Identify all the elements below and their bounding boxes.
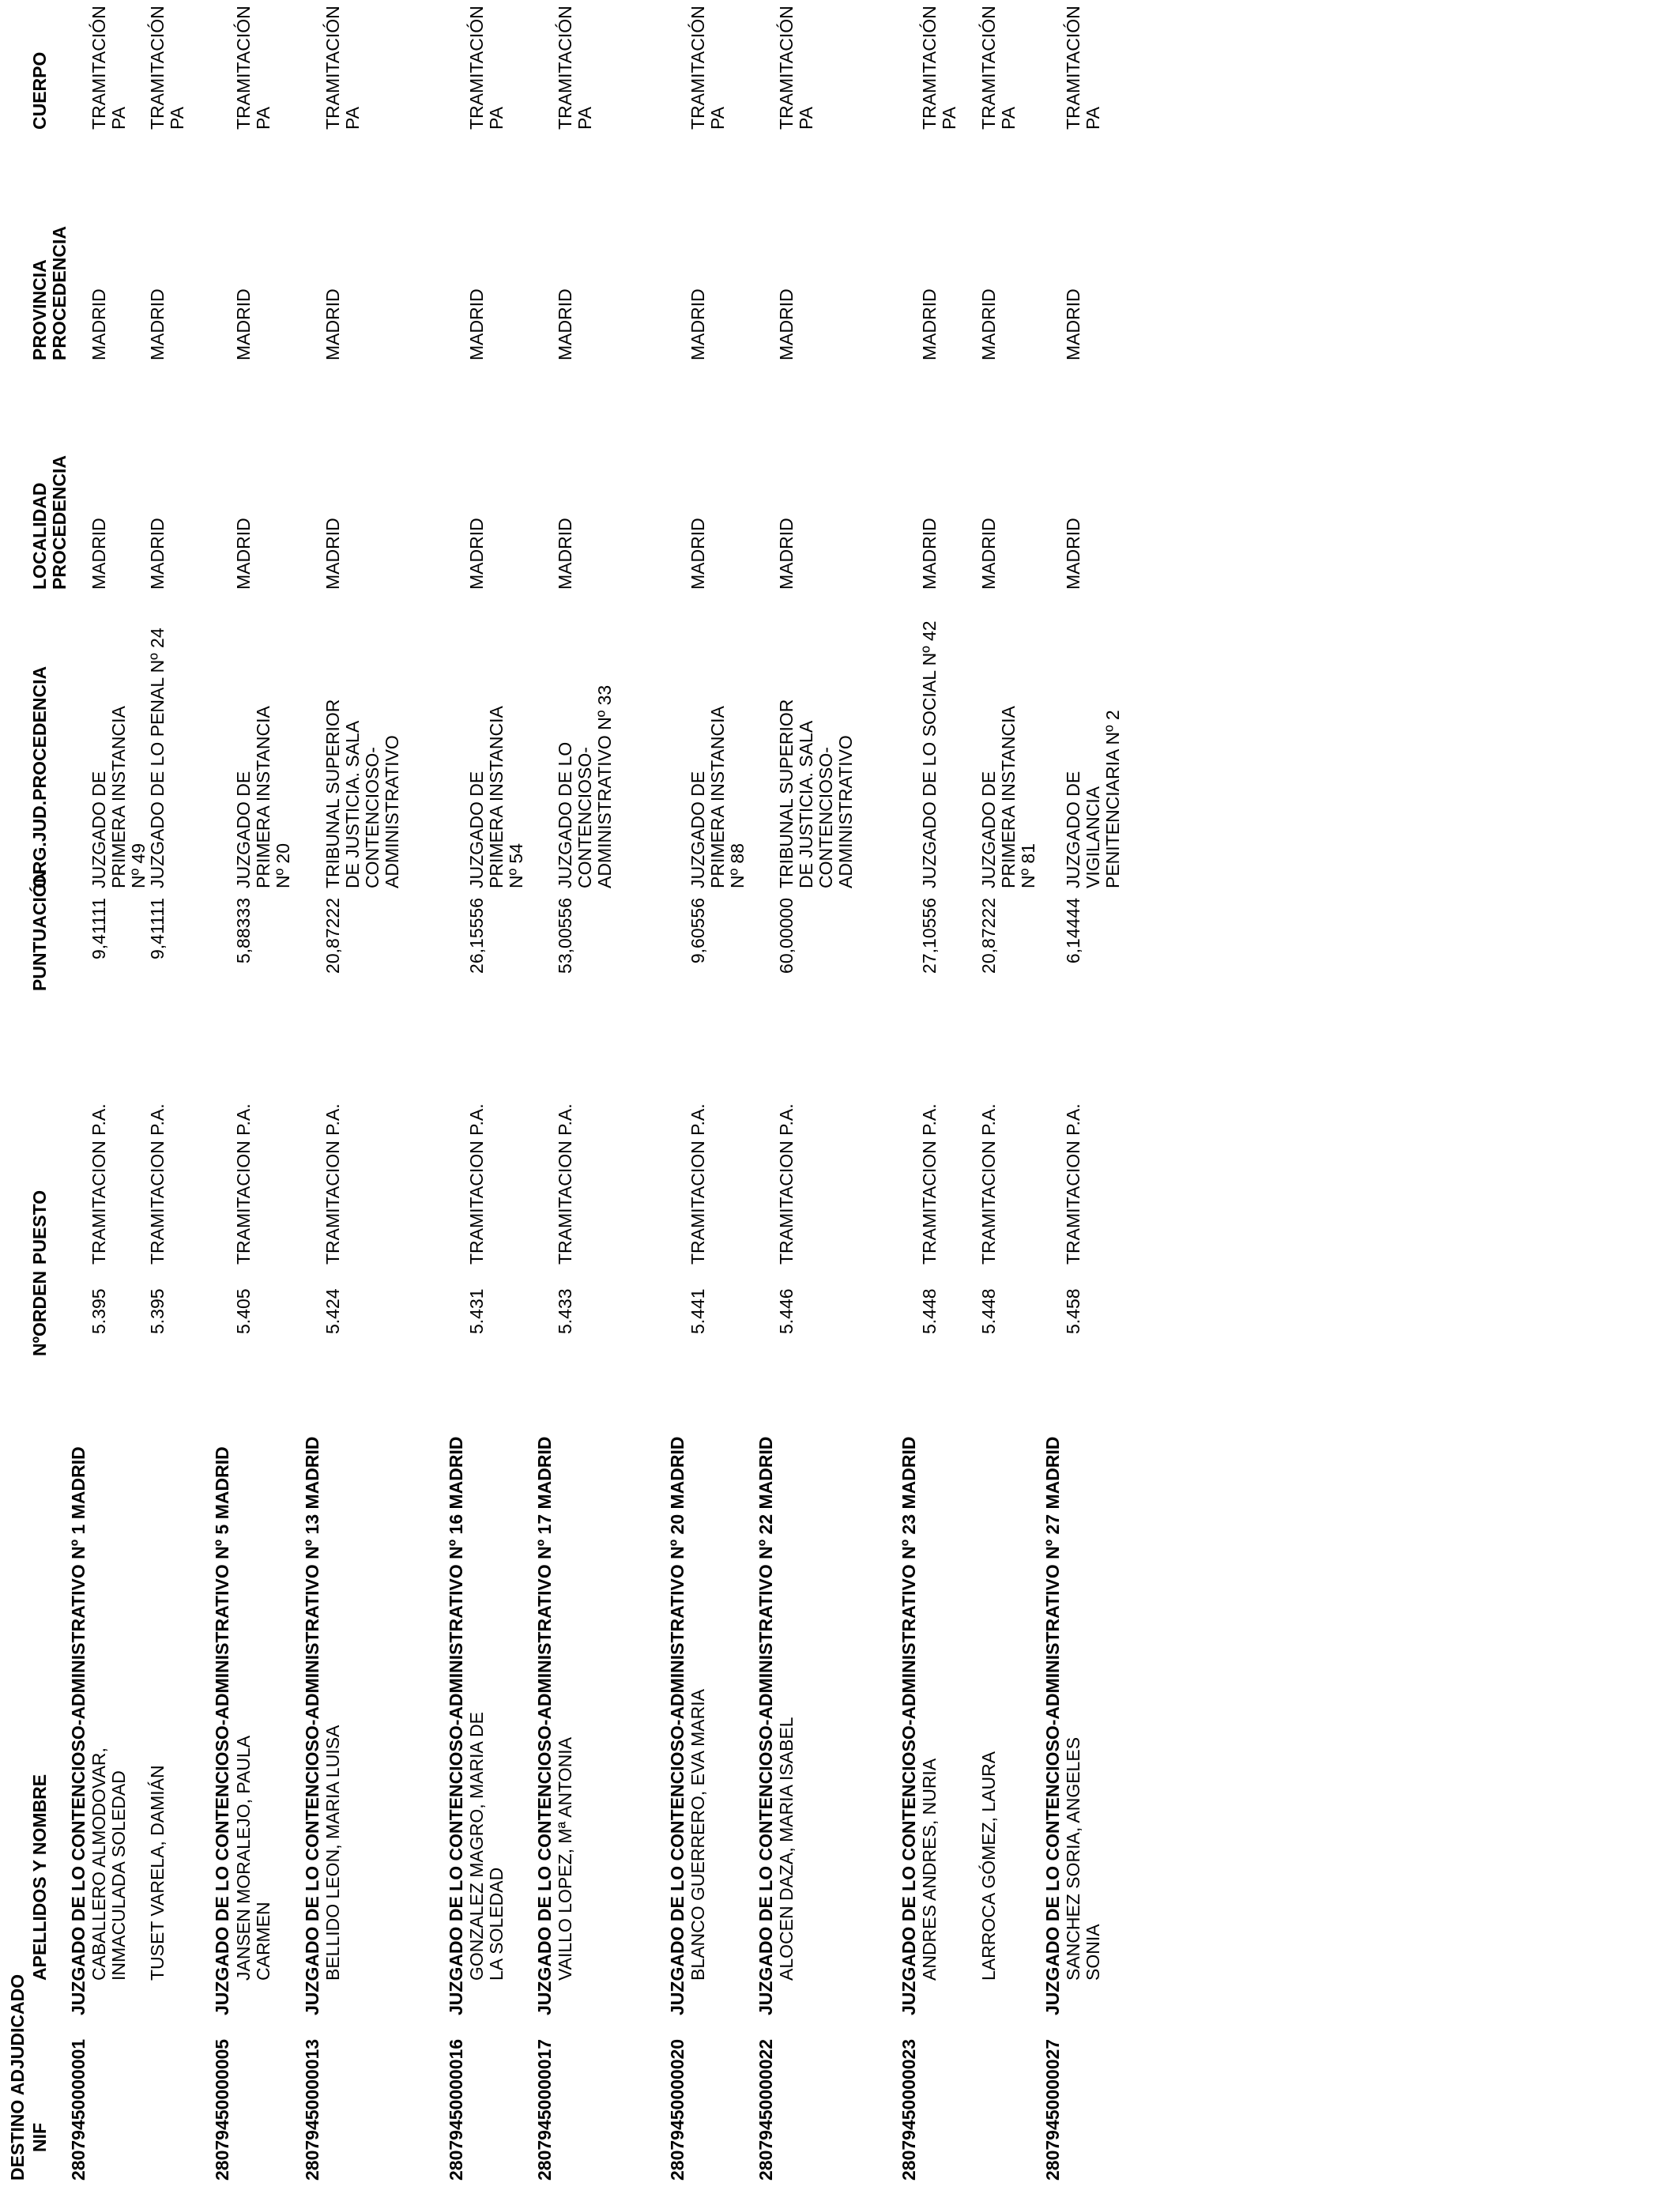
row-puntuacion: 53,00556 [555, 898, 575, 974]
header-apellidos-nombre: APELLIDOS Y NOMBRE [29, 1774, 50, 1981]
row-org: JUZGADO DE PRIMERA INSTANCIA Nº 81 [978, 707, 1038, 888]
row-localidad: MADRID [147, 518, 168, 590]
row-puntuacion: 26,15556 [466, 898, 487, 974]
row-provincia: MADRID [89, 288, 109, 360]
group-destino: JUZGADO DE LO CONTENCIOSO-ADMINISTRATIVO Nº 17 MADRID [534, 1436, 555, 2015]
group-nif: 28079450000020 [667, 2038, 687, 2181]
row-provincia: MADRID [919, 288, 940, 360]
row-provincia: MADRID [978, 288, 999, 360]
row-localidad: MADRID [89, 518, 109, 590]
row-cuerpo: TRAMITACIÓN PA [466, 6, 507, 130]
group-destino: JUZGADO DE LO CONTENCIOSO-ADMINISTRATIVO Nº 1 MADRID [68, 1446, 89, 2015]
row-org: TRIBUNAL SUPERIOR DE JUSTICIA. SALA CONTENCIOSO-ADMINISTRATIVO [776, 699, 856, 888]
group-destino: JUZGADO DE LO CONTENCIOSO-ADMINISTRATIVO Nº 16 MADRID [446, 1436, 466, 2015]
row-provincia: MADRID [466, 288, 487, 360]
row-org: JUZGADO DE VIGILANCIA PENITENCIARIA Nº 2 [1063, 710, 1123, 888]
group-nif: 28079450000005 [212, 2038, 232, 2181]
section-title: DESTINO ADJUDICADO [7, 1973, 28, 2181]
row-localidad: MADRID [466, 518, 487, 590]
row-orden: 5.448 [919, 1288, 940, 1334]
row-puesto: TRAMITACION P.A. [233, 1103, 254, 1265]
group-nif: 28079450000017 [534, 2038, 555, 2181]
row-cuerpo: TRAMITACIÓN PA [776, 6, 816, 130]
row-cuerpo: TRAMITACIÓN PA [147, 6, 187, 130]
group-nif: 28079450000016 [446, 2038, 466, 2181]
header-norden: NºORDEN [29, 1270, 50, 1356]
row-puesto: TRAMITACION P.A. [776, 1103, 797, 1265]
row-nombre: VAILLO LOPEZ, Mª ANTONIA [555, 1736, 575, 1981]
row-puesto: TRAMITACION P.A. [555, 1103, 575, 1265]
row-nombre: ALOCEN DAZA, MARIA ISABEL [776, 1717, 797, 1981]
row-orden: 5.441 [687, 1288, 708, 1334]
row-puesto: TRAMITACION P.A. [978, 1103, 999, 1265]
row-localidad: MADRID [687, 518, 708, 590]
row-orden: 5.458 [1063, 1288, 1083, 1334]
row-cuerpo: TRAMITACIÓN PA [687, 6, 728, 130]
row-orden: 5.395 [89, 1288, 109, 1334]
row-puesto: TRAMITACION P.A. [1063, 1103, 1083, 1265]
row-nombre: ANDRES ANDRES, NURIA [919, 1758, 940, 1981]
row-cuerpo: TRAMITACIÓN PA [978, 6, 1019, 130]
row-localidad: MADRID [555, 518, 575, 590]
header-cuerpo: CUERPO [29, 51, 50, 130]
row-nombre: TUSET VARELA, DAMIÁN [147, 1765, 168, 1981]
header-localidad: LOCALIDAD PROCEDENCIA [29, 455, 70, 590]
row-cuerpo: TRAMITACIÓN PA [89, 6, 129, 130]
row-localidad: MADRID [322, 518, 343, 590]
row-orden: 5.448 [978, 1288, 999, 1334]
row-orden: 5.446 [776, 1288, 797, 1334]
row-provincia: MADRID [687, 288, 708, 360]
row-localidad: MADRID [978, 518, 999, 590]
row-puesto: TRAMITACION P.A. [322, 1103, 343, 1265]
row-provincia: MADRID [776, 288, 797, 360]
row-puntuacion: 27,10556 [919, 898, 940, 974]
row-puntuacion: 20,87222 [322, 898, 343, 974]
row-puntuacion: 20,87222 [978, 898, 999, 974]
row-orden: 5.433 [555, 1288, 575, 1334]
header-puntuacion: PUNTUACIÓN [29, 869, 50, 991]
row-cuerpo: TRAMITACIÓN PA [1063, 6, 1103, 130]
row-localidad: MADRID [919, 518, 940, 590]
header-nif: NIF [29, 2122, 50, 2152]
row-puesto: TRAMITACION P.A. [919, 1103, 940, 1265]
row-org: JUZGADO DE PRIMERA INSTANCIA Nº 49 [89, 707, 149, 888]
row-org: TRIBUNAL SUPERIOR DE JUSTICIA. SALA CONTENCIOSO-ADMINISTRATIVO [322, 699, 402, 888]
row-org: JUZGADO DE LO CONTENCIOSO-ADMINISTRATIVO Nº 33 [555, 684, 615, 888]
row-puntuacion: 9,60556 [687, 898, 708, 964]
row-nombre: BELLIDO LEON, MARIA LUISA [322, 1725, 343, 1981]
row-cuerpo: TRAMITACIÓN PA [919, 6, 959, 130]
row-org: JUZGADO DE LO SOCIAL Nº 42 [919, 620, 940, 888]
row-orden: 5.395 [147, 1288, 168, 1334]
row-orden: 5.424 [322, 1288, 343, 1334]
group-destino: JUZGADO DE LO CONTENCIOSO-ADMINISTRATIVO Nº 13 MADRID [302, 1436, 322, 2015]
row-cuerpo: TRAMITACIÓN PA [322, 6, 363, 130]
row-puesto: TRAMITACION P.A. [466, 1103, 487, 1265]
row-nombre: CABALLERO ALMODOVAR, INMACULADA SOLEDAD [89, 1747, 129, 1981]
row-localidad: MADRID [776, 518, 797, 590]
row-nombre: GONZALEZ MAGRO, MARIA DE LA SOLEDAD [466, 1712, 507, 1981]
row-nombre: JANSEN MORALEJO, PAULA CARMEN [233, 1736, 273, 1981]
header-provincia: PROVINCIA PROCEDENCIA [29, 226, 70, 360]
group-nif: 28079450000022 [755, 2038, 776, 2181]
row-puntuacion: 6,14444 [1063, 898, 1083, 964]
row-localidad: MADRID [1063, 518, 1083, 590]
row-provincia: MADRID [147, 288, 168, 360]
row-provincia: MADRID [1063, 288, 1083, 360]
row-org: JUZGADO DE PRIMERA INSTANCIA Nº 20 [233, 707, 293, 888]
row-cuerpo: TRAMITACIÓN PA [233, 6, 273, 130]
row-provincia: MADRID [322, 288, 343, 360]
row-puesto: TRAMITACION P.A. [89, 1103, 109, 1265]
row-puntuacion: 60,00000 [776, 898, 797, 974]
group-nif: 28079450000013 [302, 2038, 322, 2181]
group-nif: 28079450000001 [68, 2038, 89, 2181]
row-puesto: TRAMITACION P.A. [147, 1103, 168, 1265]
row-nombre: LARROCA GÓMEZ, LAURA [978, 1751, 999, 1981]
row-org: JUZGADO DE LO PENAL Nº 24 [147, 628, 168, 888]
group-destino: JUZGADO DE LO CONTENCIOSO-ADMINISTRATIVO Nº 23 MADRID [898, 1436, 919, 2015]
row-puntuacion: 5,88333 [233, 898, 254, 964]
row-orden: 5.405 [233, 1288, 254, 1334]
header-org-jud: ORG.JUD.PROCEDENCIA [29, 665, 50, 888]
row-cuerpo: TRAMITACIÓN PA [555, 6, 595, 130]
row-puesto: TRAMITACION P.A. [687, 1103, 708, 1265]
row-provincia: MADRID [233, 288, 254, 360]
row-puntuacion: 9,41111 [89, 898, 109, 960]
row-org: JUZGADO DE PRIMERA INSTANCIA Nº 54 [466, 707, 526, 888]
group-destino: JUZGADO DE LO CONTENCIOSO-ADMINISTRATIVO Nº 5 MADRID [212, 1446, 232, 2015]
group-destino: JUZGADO DE LO CONTENCIOSO-ADMINISTRATIVO Nº 20 MADRID [667, 1436, 687, 2015]
row-org: JUZGADO DE PRIMERA INSTANCIA Nº 88 [687, 707, 748, 888]
row-provincia: MADRID [555, 288, 575, 360]
group-nif: 28079450000023 [898, 2038, 919, 2181]
row-nombre: BLANCO GUERRERO, EVA MARIA [687, 1689, 708, 1981]
group-destino: JUZGADO DE LO CONTENCIOSO-ADMINISTRATIVO Nº 22 MADRID [755, 1436, 776, 2015]
row-orden: 5.431 [466, 1288, 487, 1334]
header-puesto: PUESTO [29, 1189, 50, 1265]
row-puntuacion: 9,41111 [147, 898, 168, 960]
group-destino: JUZGADO DE LO CONTENCIOSO-ADMINISTRATIVO Nº 27 MADRID [1042, 1436, 1063, 2015]
row-localidad: MADRID [233, 518, 254, 590]
group-nif: 28079450000027 [1042, 2038, 1063, 2181]
row-nombre: SANCHEZ SORIA, ANGELES SONIA [1063, 1736, 1103, 1981]
